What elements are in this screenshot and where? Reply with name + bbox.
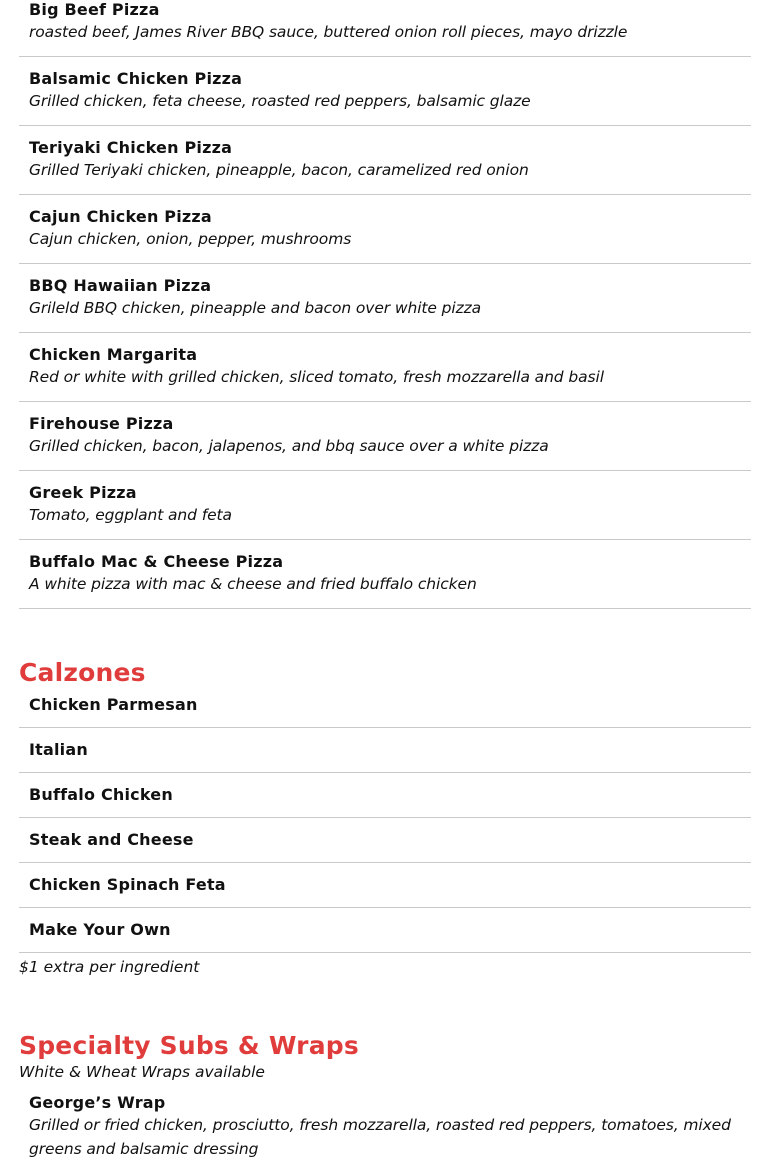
menu-item-name: Italian — [29, 740, 88, 759]
menu-item-name: Steak and Cheese — [29, 830, 194, 849]
menu-item-name: BBQ Hawaiian Pizza — [29, 276, 212, 295]
section-title-subs-wraps: Specialty Subs & Wraps — [19, 1031, 359, 1060]
menu-item-description: Red or white with grilled chicken, sliced tomato, fresh mozzarella and basil — [29, 368, 604, 386]
menu-item-name: Chicken Parmesan — [29, 695, 198, 714]
menu-item — [19, 57, 751, 126]
section-title-calzones: Calzones — [19, 658, 146, 687]
menu-item-description: Grilled or fried chicken, prosciutto, fresh mozzarella, roasted red peppers, tomatoes, mixed greens and balsamic dressing — [29, 1116, 731, 1158]
menu-item — [19, 908, 751, 953]
menu-item — [19, 773, 751, 818]
menu-item-name: Chicken Margarita — [29, 345, 198, 364]
menu-item-description: Grilled chicken, bacon, jalapenos, and bbq sauce over a white pizza — [29, 437, 549, 455]
menu-item-name: Big Beef Pizza — [29, 0, 160, 19]
menu-item — [19, 863, 751, 908]
menu-item-name: Chicken Spinach Feta — [29, 875, 226, 894]
menu-item — [19, 471, 751, 540]
menu-item — [19, 333, 751, 402]
menu-item-name: Make Your Own — [29, 920, 171, 939]
menu-item-description: Grileld BBQ chicken, pineapple and bacon over white pizza — [29, 299, 482, 317]
menu-item-name: Buffalo Mac & Cheese Pizza — [29, 552, 284, 571]
menu-item-description: A white pizza with mac & cheese and fried buffalo chicken — [29, 575, 477, 593]
menu-item-description: roasted beef, James River BBQ sauce, buttered onion roll pieces, mayo drizzle — [29, 23, 628, 41]
menu-item — [19, 1093, 751, 1161]
menu-item-description: Cajun chicken, onion, pepper, mushrooms — [29, 230, 352, 248]
menu-item — [19, 540, 751, 609]
menu-item-name: Greek Pizza — [29, 483, 137, 502]
menu-item-description: Grilled chicken, feta cheese, roasted red peppers, balsamic glaze — [29, 92, 531, 110]
menu-item — [19, 402, 751, 471]
menu-item — [19, 0, 751, 57]
menu-item — [19, 264, 751, 333]
menu-item-name: Teriyaki Chicken Pizza — [29, 138, 233, 157]
menu-item — [19, 690, 751, 728]
menu-item — [19, 818, 751, 863]
menu-item-name: Cajun Chicken Pizza — [29, 207, 212, 226]
menu-item — [19, 728, 751, 773]
menu-item-name: Buffalo Chicken — [29, 785, 173, 804]
menu-item-name: George’s Wrap — [29, 1093, 166, 1112]
menu-item-name: Balsamic Chicken Pizza — [29, 69, 243, 88]
menu-item — [19, 195, 751, 264]
menu-item-description: Grilled Teriyaki chicken, pineapple, bacon, caramelized red onion — [29, 161, 529, 179]
wraps-availability-note: White & Wheat Wraps available — [19, 1063, 265, 1081]
calzone-list — [0, 690, 770, 953]
menu-item-description: Tomato, eggplant and feta — [29, 506, 232, 524]
menu-item — [19, 126, 751, 195]
menu-item-name: Firehouse Pizza — [29, 414, 174, 433]
calzone-extra-note: $1 extra per ingredient — [19, 958, 200, 976]
